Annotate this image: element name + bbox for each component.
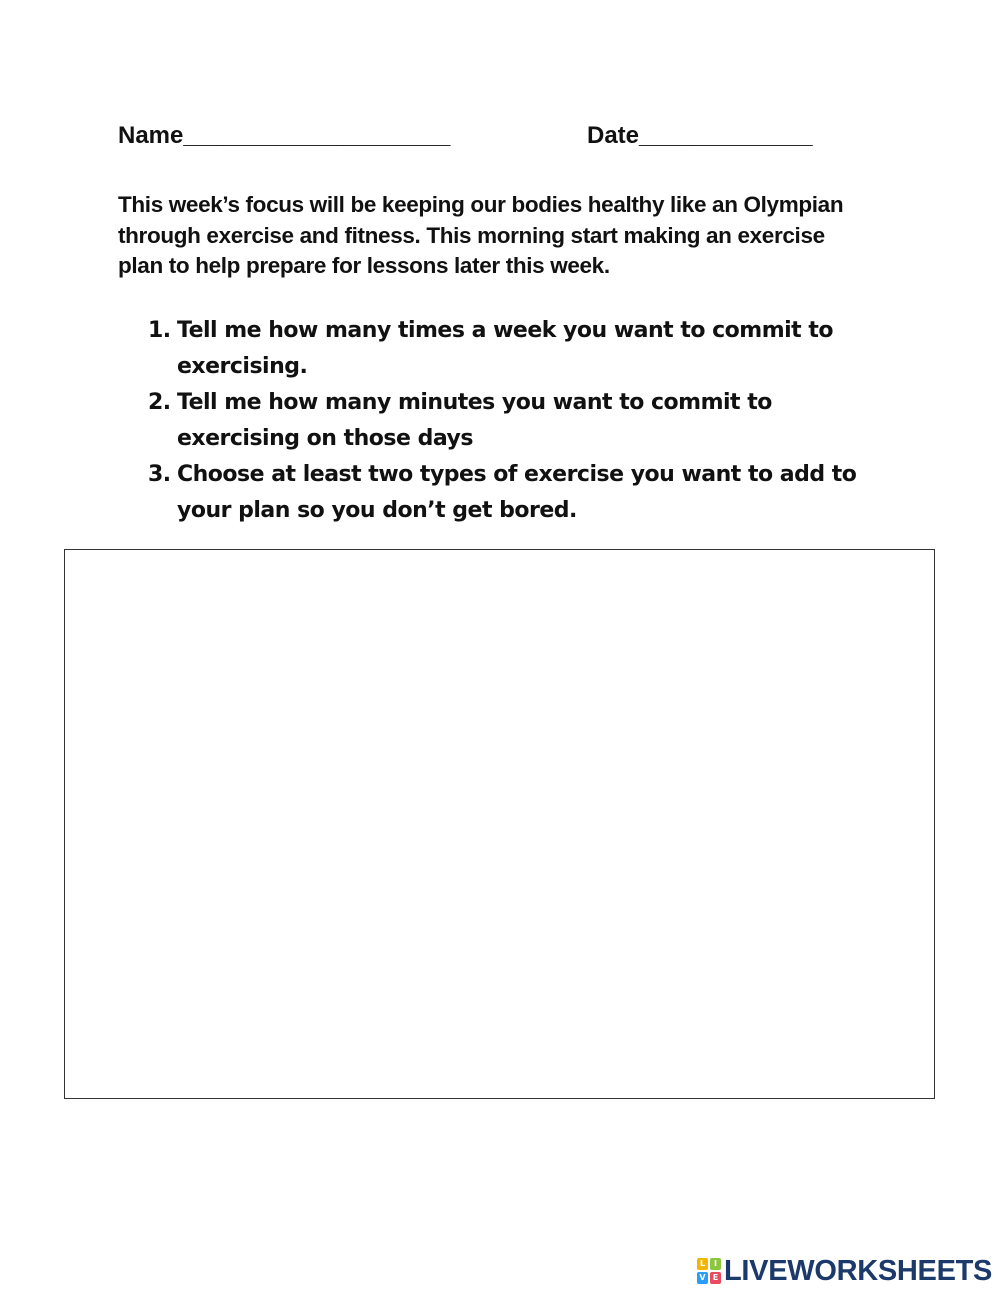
date-field-label: Date_____________ xyxy=(587,122,813,149)
instruction-step xyxy=(148,313,888,385)
logo-letter-l: L xyxy=(697,1258,708,1270)
logo-letter-v: V xyxy=(697,1272,708,1284)
instruction-step xyxy=(148,457,888,529)
logo-letter-e: E xyxy=(710,1272,721,1284)
brand-name: LIVEWORKSHEETS xyxy=(724,1255,993,1287)
step-text: Tell me how many times a week you want to commit to exercising. xyxy=(177,318,833,379)
step-number: 1. xyxy=(148,318,171,343)
answer-box[interactable] xyxy=(64,549,935,1099)
liveworksheets-brand xyxy=(697,1254,992,1288)
logo-letter-i: I xyxy=(710,1258,721,1270)
instructions-paragraph: This week’s focus will be keeping our bodies healthy like an Olympian through exercise and fitness. This morning start making an exercise plan to help prepare for lessons later this week. xyxy=(118,192,844,278)
liveworksheets-logo-icon xyxy=(697,1258,722,1284)
instruction-step xyxy=(148,385,888,457)
step-number: 3. xyxy=(148,462,171,487)
instruction-steps-list xyxy=(148,313,888,529)
name-field-label: Name____________________ xyxy=(118,122,451,149)
step-number: 2. xyxy=(148,390,171,415)
step-text: Choose at least two types of exercise you want to add to your plan so you don’t get bored. xyxy=(177,462,857,523)
step-text: Tell me how many minutes you want to commit to exercising on those days xyxy=(177,390,772,451)
